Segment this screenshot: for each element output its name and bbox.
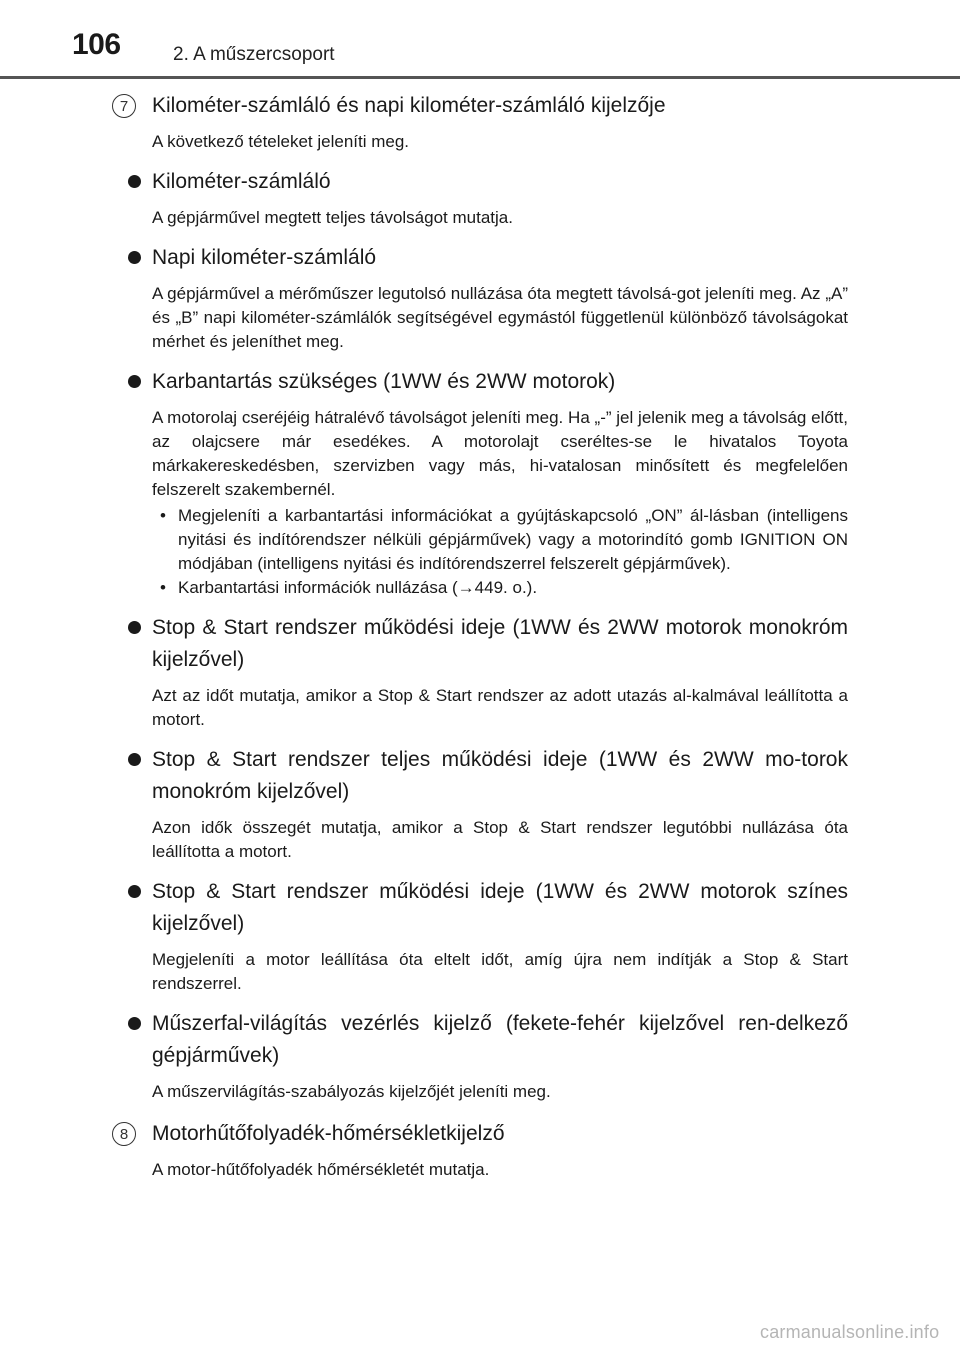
- sub-bullet: [152, 504, 848, 576]
- item-body: Azon idők összegét mutatja, amikor a Stop & Start rendszer legutóbbi nullázása óta leállította a motort.: [152, 818, 848, 861]
- list-item: [128, 1008, 848, 1104]
- item-title: Műszerfal-világítás vezérlés kijelző (fekete-fehér kijelzővel ren-delkező gépjárművek): [152, 1012, 848, 1067]
- section-intro: A motor-hűtőfolyadék hőmérsékletét mutatja.: [152, 1160, 490, 1179]
- item-body: Azt az időt mutatja, amikor a Stop & Start rendszer az adott utazás al-kalmával leállította a motort.: [152, 686, 848, 729]
- item-body: A gépjárművel a mérőműszer legutolsó nullázása óta megtett távolsá-got jeleníti meg. Az „A” és „B” napi kilométer-számlálók segítségével egymástól függetlenül különböző távolságokat mérhet és jeleníthet meg.: [152, 284, 848, 351]
- sub-bullet-list: [152, 504, 848, 600]
- sub-bullet-text: Megjeleníti a karbantartási információkat a gyújtáskapcsoló „ON” ál-lásban (intelligens nyitási és indítórendszer nélküli gépjárművek) vagy a motorindító gomb IGNITION ON módjában (intelligens nyitási és indítórendszerrel felszerelt gépjárművek).: [178, 506, 848, 573]
- item-body: A gépjárművel megtett teljes távolságot mutatja.: [152, 208, 513, 227]
- item-title: Stop & Start rendszer működési ideje (1WW és 2WW motorok színes kijelzővel): [152, 880, 848, 935]
- item-title: Stop & Start rendszer teljes működési ideje (1WW és 2WW mo-torok monokróm kijelzővel): [152, 748, 848, 803]
- header-rule: [0, 76, 960, 79]
- item-title: Karbantartás szükséges (1WW és 2WW motorok): [152, 370, 616, 393]
- item-title: Kilométer-számláló: [152, 170, 331, 193]
- sub-bullet-text: Karbantartási információk nullázása (→449. o.).: [178, 578, 538, 597]
- bullet-dot-icon: [128, 251, 141, 264]
- bullet-mark-icon: •: [160, 578, 166, 597]
- section-7: [112, 92, 848, 1104]
- page-header: [0, 0, 960, 80]
- section-title: Motorhűtőfolyadék-hőmérsékletkijelző: [152, 1122, 505, 1145]
- bullet-dot-icon: [128, 885, 141, 898]
- section-heading: [112, 92, 848, 120]
- item-body: A műszervilágítás-szabályozás kijelzőjét jeleníti meg.: [152, 1082, 551, 1101]
- item-body: Megjeleníti a motor leállítása óta eltelt időt, amíg újra nem indítják a Stop & Start rendszerrel.: [152, 950, 848, 993]
- bullet-mark-icon: •: [160, 506, 166, 525]
- item-heading: [128, 744, 848, 808]
- item-heading: [128, 242, 848, 274]
- item-body: A motorolaj cseréjéig hátralévő távolságot jeleníti meg. Ha „-” jel jelenik meg a távolság előtt, az olajcsere már esedékes. A motorolajt cseréltes-se le hivatalos Toyota márkakereskedésben, szervizben vagy más, hi-vatalosan minősített és megfelelően felszerelt szakembernél.: [152, 408, 848, 499]
- item-heading: [128, 612, 848, 676]
- section-number-badge: 7: [112, 94, 136, 118]
- watermark: carmanualsonline.info: [760, 1322, 940, 1342]
- item-heading: [128, 166, 848, 198]
- list-item: [128, 744, 848, 864]
- list-item: [128, 242, 848, 354]
- sub-bullet: [152, 576, 848, 600]
- item-heading: [128, 366, 848, 398]
- page-content: [112, 88, 848, 1182]
- bullet-dot-icon: [128, 753, 141, 766]
- bullet-dot-icon: [128, 375, 141, 388]
- bullet-dot-icon: [128, 1017, 141, 1030]
- item-heading: [128, 1008, 848, 1072]
- list-item: [128, 612, 848, 732]
- item-heading: [128, 876, 848, 940]
- chapter-title: 2. A műszercsoport: [173, 44, 335, 65]
- section-title: Kilométer-számláló és napi kilométer-számláló kijelzője: [152, 94, 666, 117]
- list-item: [128, 876, 848, 996]
- item-body-container: [152, 406, 848, 600]
- list-item: [128, 166, 848, 230]
- list-item: [128, 366, 848, 600]
- item-title: Napi kilométer-számláló: [152, 246, 377, 269]
- section-number-badge: 8: [112, 1122, 136, 1146]
- section-8: [112, 1120, 848, 1182]
- bullet-dot-icon: [128, 621, 141, 634]
- page-number: 106: [72, 28, 121, 61]
- item-title: Stop & Start rendszer működési ideje (1WW és 2WW motorok monokróm kijelzővel): [152, 616, 848, 671]
- bullet-dot-icon: [128, 175, 141, 188]
- section-heading: [112, 1120, 848, 1148]
- section-intro: A következő tételeket jeleníti meg.: [152, 132, 410, 151]
